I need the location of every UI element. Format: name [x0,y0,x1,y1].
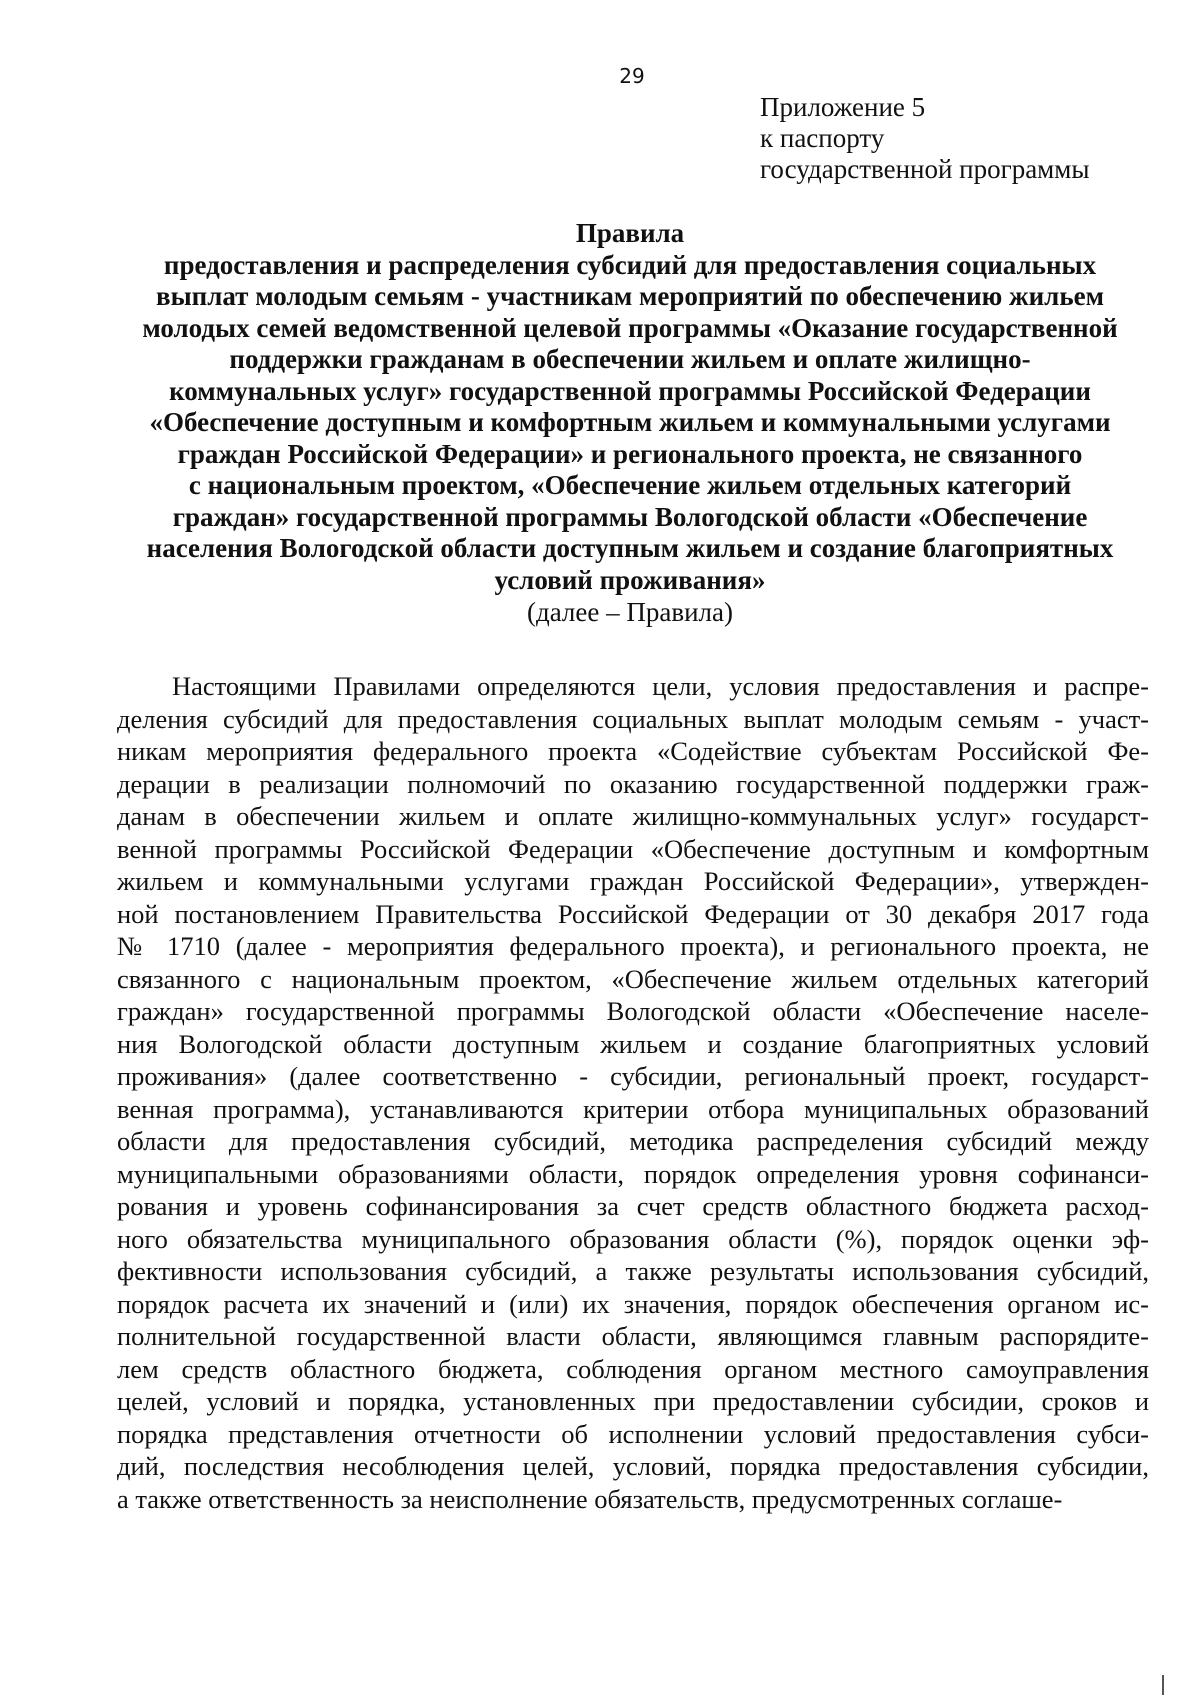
title-line: с национальным проектом, «Обеспечение жильем отдельных категорий [188,470,1072,500]
paragraph-line: венная программа), устанавливаются критерии отбора муниципальных образований [117,1093,1149,1124]
paragraph-line: дерации в реализации полномочий по оказанию государственной поддержки граж- [117,768,1149,799]
title-subtitle: (далее – Правила) [526,597,734,627]
paragraph-line: граждан» государственной программы Вологодской области «Обеспечение населе- [117,996,1149,1026]
title-line: населения Вологодской области доступным жильем и создание благоприятных [146,533,1114,563]
paragraph-line: порядка представления отчетности об исполнении условий предоставления субси- [117,1418,1149,1449]
paragraph-line: жильем и коммунальными услугами граждан Российской Федерации», утвержден- [117,866,1149,896]
appendix-line: Приложение 5 [760,92,926,122]
title-line: выплат молодым семьям - участникам мероприятий по обеспечению жильем [156,281,1104,311]
paragraph-line: деления субсидий для предоставления социальных выплат молодым семьям - участ- [117,703,1149,734]
appendix-line: государственной программы [760,154,1090,184]
title-line: коммунальных услуг» государственной программы Российской Федерации [169,375,1091,406]
title-line: Правила [575,218,685,248]
paragraph-line: проживания» (далее соответственно - субсидии, региональный проект, государст- [117,1061,1149,1091]
appendix-line: к паспорту [760,123,885,153]
page-number: 29 [619,64,645,88]
paragraph-line: № 1710 (далее - мероприятия федерального проекта), и регионального проекта, не [117,931,1149,961]
paragraph-line: дий, последствия несоблюдения целей, условий, порядка предоставления субсидии, [117,1451,1149,1481]
title-line: граждан Российской Федерации» и регионального проекта, не связанного [177,438,1083,469]
title-line: граждан» государственной программы Вологодской области «Обеспечение [172,501,1088,532]
paragraph-line: целей, условий и порядка, установленных при предоставлении субсидии, сроков и [117,1386,1149,1416]
paragraph-line: фективности использования субсидий, а также результаты использования субсидий, [117,1256,1149,1286]
paragraph-line: лем средств областного бюджета, соблюдения органом местного самоуправления [117,1353,1149,1384]
paragraph-line: полнительной государственной власти области, являющимся главным распорядите- [117,1321,1149,1351]
paragraph-line: ной постановлением Правительства Российской Федерации от 30 декабря 2017 года [117,898,1149,929]
paragraph-line: порядок расчета их значений и (или) их значения, порядок обеспечения органом ис- [117,1288,1149,1319]
paragraph-line: связанного с национальным проектом, «Обеспечение жильем отдельных категорий [117,963,1149,994]
paragraph-line: ного обязательства муниципального образования области (%), порядок оценки эф- [117,1223,1149,1254]
paragraph-line: данам в обеспечении жильем и оплате жилищно-коммунальных услуг» государст- [117,801,1149,831]
paragraph-line: области для предоставления субсидий, методика распределения субсидий между [117,1126,1149,1156]
title-line: поддержки гражданам в обеспечении жильем и оплате жилищно- [229,344,1031,374]
scan-edge-mark [1162,1675,1164,1695]
paragraph-line: рования и уровень софинансирования за счет средств областного бюджета расход- [117,1191,1149,1221]
paragraph-line: никам мероприятия федерального проекта «Содействие субъектам Российской Фе- [117,736,1149,766]
body-paragraph [117,670,1149,1515]
title-line: «Обеспечение доступным и комфортным жильем и коммунальными услугами [149,407,1111,437]
paragraph-line: муниципальными образованиями области, порядок определения уровня софинанси- [117,1158,1149,1189]
paragraph-line: а также ответственность за неисполнение обязательств, предусмотренных соглаше- [117,1483,1063,1514]
appendix-note [760,92,1090,185]
paragraph-line: венной программы Российской Федерации «Обеспечение доступным и комфортным [117,833,1149,864]
title-line: условий проживания» [494,564,766,595]
paragraph-line: ния Вологодской области доступным жильем и создание благоприятных условий [117,1028,1149,1059]
document-title [110,218,1150,628]
title-line: молодых семей ведомственной целевой программы «Оказание государственной [142,312,1118,343]
paragraph-line: Настоящими Правилами определяются цели, условия предоставления и распре- [172,671,1149,701]
title-line: предоставления и распределения субсидий для предоставления социальных [163,249,1097,280]
